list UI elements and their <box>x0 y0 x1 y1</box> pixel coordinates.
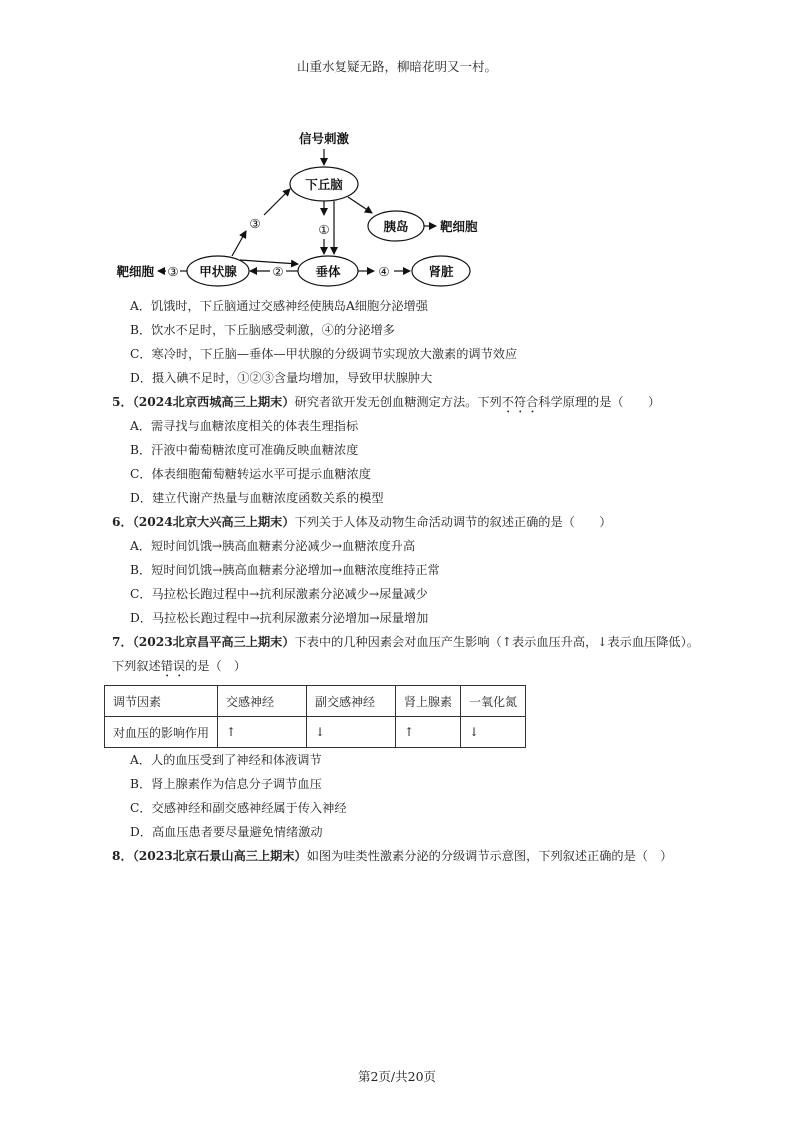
q7-stem-2a: 下列叙述 <box>112 659 161 673</box>
q7-option-d: D．高血压患者要尽量避免情绪激动 <box>130 825 323 839</box>
label-3-target: ③ <box>167 264 179 279</box>
table-cell: 一氧化氮 <box>461 686 526 717</box>
q6-option-d: D．马拉松长跑过程中→抗利尿激素分泌增加→尿量增加 <box>130 611 429 625</box>
table-cell: ↓ <box>461 717 526 748</box>
table-cell: 对血压的影响作用 <box>105 717 218 748</box>
hypothalamus-islet-arrow <box>348 197 372 213</box>
table-cell: ↑ <box>396 717 461 748</box>
q5-emphasis: 不符合 <box>501 395 539 409</box>
table-cell: 调节因素 <box>105 686 218 717</box>
q7-option-c: C．交感神经和副交感神经属于传入神经 <box>130 801 347 815</box>
page-footer: 第2页/共20页 <box>357 1069 437 1084</box>
thyroid-feedback-arrow-a <box>232 231 246 256</box>
q6-source: （2024北京大兴高三上期末） <box>132 515 295 529</box>
q7-stem-line-2 <box>112 658 246 680</box>
q8-stem <box>112 848 672 864</box>
hypothalamus-label: 下丘脑 <box>305 177 343 192</box>
q4-option-b: B．饮水不足时，下丘脑感受刺激，④的分泌增多 <box>130 323 395 337</box>
q4-option-d: D．摄入碘不足时，①②③含量均增加，导致甲状腺肿大 <box>130 371 433 385</box>
label-3-feedback: ③ <box>249 216 261 231</box>
table-cell: ↑ <box>218 717 307 748</box>
q5-number: 5． <box>112 395 133 409</box>
islet-label: 胰岛 <box>383 219 409 234</box>
q7-stem <box>112 634 699 650</box>
q5-stem-a: 研究者欲开发无创血糖测定方法。下列 <box>294 395 502 409</box>
table-cell: 肾上腺素 <box>396 686 461 717</box>
q7-option-b: B．肾上腺素作为信息分子调节血压 <box>130 777 322 791</box>
target-cell-right-label: 靶细胞 <box>440 219 478 234</box>
q6-option-b: B．短时间饥饿→胰高血糖素分泌增加→血糖浓度维持正常 <box>130 563 440 577</box>
q4-option-c: C．寒冷时，下丘脑—垂体—甲状腺的分级调节实现放大激素的调节效应 <box>130 347 518 361</box>
q5-stem-b: 科学原理的是（ ） <box>538 395 661 409</box>
page-header: 山重水复疑无路，柳暗花明又一村。 <box>296 59 497 74</box>
q7-number: 7． <box>112 635 133 649</box>
thyroid-feedback-arrow-b <box>264 189 290 215</box>
q4-option-a: A．饥饿时，下丘脑通过交感神经使胰岛A细胞分泌增强 <box>130 299 428 313</box>
target-cell-left-label: 靶细胞 <box>116 264 154 279</box>
q8-source: （2023北京石景山高三上期末） <box>132 849 307 863</box>
q7-stem-1: 下表中的几种因素会对血压产生影响（↑表示血压升高，↓表示血压降低）。 <box>294 635 699 649</box>
q7-emphasis: 错误 <box>160 659 186 673</box>
q7-source: （2023北京昌平高三上期末） <box>132 635 295 649</box>
table-row <box>105 717 526 748</box>
q6-stem <box>112 514 611 530</box>
thyroid-label: 甲状腺 <box>199 264 237 279</box>
q8-stem-text: 如图为哇类性激素分泌的分级调节示意图，下列叙述正确的是（ ） <box>306 849 673 863</box>
q7-stem-2b: 的是（ ） <box>185 659 247 673</box>
q5-option-a: A．需寻找与血糖浓度相关的体表生理指标 <box>130 419 359 433</box>
table-cell: 副交感神经 <box>307 686 396 717</box>
hormone-regulation-diagram <box>100 125 490 290</box>
label-1: ① <box>318 222 330 237</box>
q6-option-c: C．马拉松长跑过程中→抗利尿激素分泌减少→尿量减少 <box>130 587 428 601</box>
q7-table <box>104 685 526 748</box>
q6-option-a: A．短时间饥饿→胰高血糖素分泌减少→血糖浓度升高 <box>130 539 416 553</box>
q5-source: （2024北京西城高三上期末） <box>132 395 295 409</box>
q6-number: 6． <box>112 515 133 529</box>
kidney-label: 肾脏 <box>428 264 454 279</box>
q5-option-d: D．建立代谢产热量与血糖浓度函数关系的模型 <box>130 491 384 505</box>
q8-number: 8． <box>112 849 133 863</box>
label-2: ② <box>272 264 284 279</box>
table-header-row <box>105 686 526 717</box>
table-cell: 交感神经 <box>218 686 307 717</box>
q5-stem <box>112 394 660 416</box>
pituitary-label: 垂体 <box>315 264 341 279</box>
thyroid-pituitary-feedback-arrow <box>240 260 298 264</box>
signal-label: 信号刺激 <box>298 131 350 146</box>
q5-option-b: B．汗液中葡萄糖浓度可准确反映血糖浓度 <box>130 443 359 457</box>
q5-option-c: C．体表细胞葡萄糖转运水平可提示血糖浓度 <box>130 467 371 481</box>
table-cell: ↓ <box>307 717 396 748</box>
q7-option-a: A．人的血压受到了神经和体液调节 <box>130 753 322 767</box>
q6-stem-text: 下列关于人体及动物生命活动调节的叙述正确的是（ ） <box>294 515 612 529</box>
label-4: ④ <box>378 264 390 279</box>
